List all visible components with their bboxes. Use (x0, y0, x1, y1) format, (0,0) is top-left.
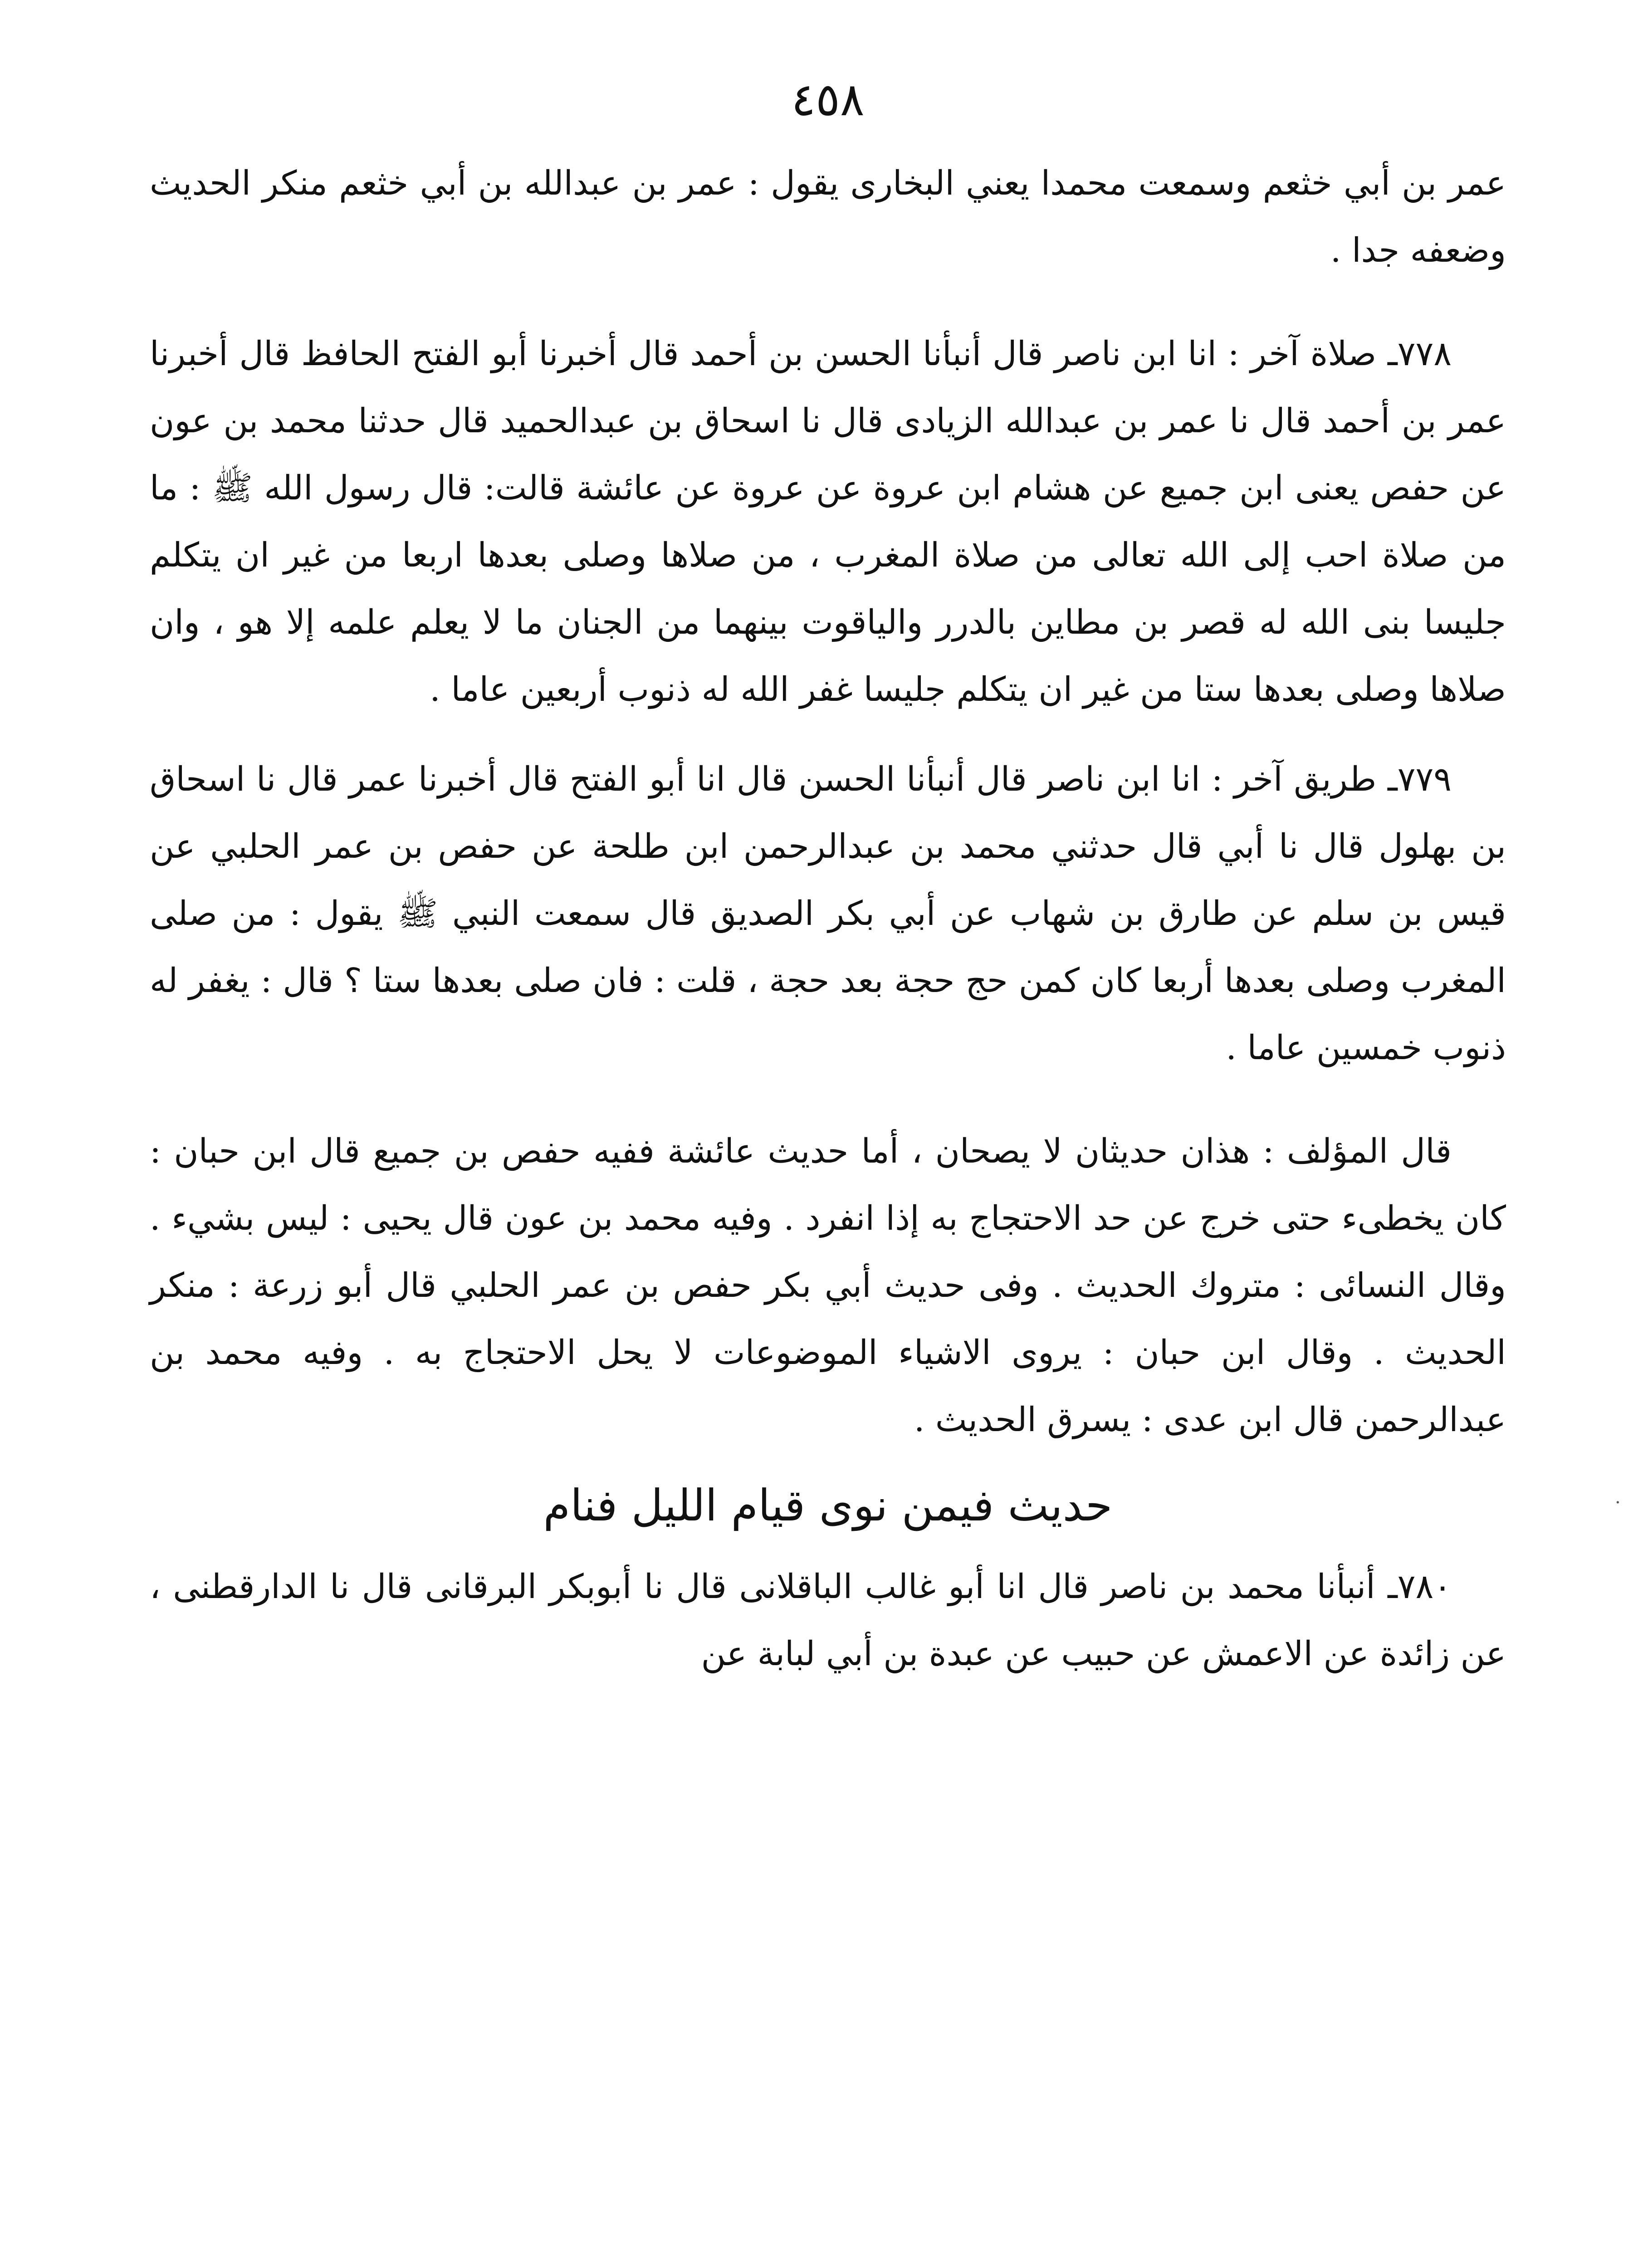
paragraph-author-comment: قال المؤلف : هذان حديثان لا يصحان ، أما حديث عائشة ففيه حفص بن جميع قال ابن حبان : كان يخطىء حتى خرج عن حد الاحتجاج به إذا انفرد . وفيه محمد بن عون قال يحيى : ليس بشيء . وقال النسائى : متروك الحديث . وفى حديث أبي بكر حفص بن عمر الحلبي قال أبو زرعة : منكر الحديث . وقال ابن حبان : يروى الاشياء الموضوعات لا يحل الاحتجاج به . وفيه محمد بن عبدالرحمن قال ابن عدى : يسرق الحديث . (150, 1132, 1506, 1439)
paragraph-hadith-778: ٧٧٨ـ صلاة آخر : انا ابن ناصر قال أنبأنا الحسن بن أحمد قال أخبرنا أبو الفتح الحافظ قال أخبرنا عمر بن أحمد قال نا عمر بن عبدالله الزيادى قال نا اسحاق بن عبدالحميد قال حدثنا محمد بن عون عن حفص يعنى ابن جميع عن هشام ابن عروة عن عروة عن عائشة قالت: قال رسول الله ﷺ : ما من صلاة احب إلى الله تعالى من صلاة المغرب ، من صلاها وصلى بعدها اربعا من غير ان يتكلم جليسا بنى الله له قصر بن مطاين بالدرر والياقوت بينهما من الجنان ما لا يعلم علمه إلا هو ، وان صلاها وصلى بعدها ستا من غير ان يتكلم جليسا غفر الله له ذنوب أربعين عاما . (150, 334, 1506, 709)
paragraph-hadith-780: ٧٨٠ـ أنبأنا محمد بن ناصر قال انا أبو غالب الباقلانى قال نا أبوبكر البرقانى قال نا الدارقطنى ، عن زائدة عن الاعمش عن حبيب عن عبدة بن أبي لبابة عن (150, 1567, 1506, 1673)
paragraph-continuation: عمر بن أبي خثعم وسمعت محمدا يعني البخارى يقول : عمر بن عبدالله بن أبي خثعم منكر الحديث وضعفه جدا . (150, 164, 1506, 270)
document-page (150, 73, 1506, 2268)
paragraph-hadith-779: ٧٧٩ـ طريق آخر : انا ابن ناصر قال أنبأنا الحسن قال انا أبو الفتح قال أخبرنا عمر قال نا اسحاق بن بهلول قال نا أبي قال حدثني محمد بن عبدالرحمن ابن طلحة عن حفص بن عمر الحلبي عن قيس بن سلم عن طارق بن شهاب عن أبي بكر الصديق قال سمعت النبي ﷺ يقول : من صلى المغرب وصلى بعدها أربعا كان كمن حج حجة بعد حجة ، قلت : فان صلى بعدها ستا ؟ قال : يغفر له ذنوب خمسين عاما . (150, 760, 1506, 1067)
margin-mark: · (1615, 1492, 1621, 1513)
page-number: ٤٥٨ (791, 73, 865, 126)
section-heading: حديث فيمن نوى قيام الليل فنام (543, 1480, 1113, 1531)
